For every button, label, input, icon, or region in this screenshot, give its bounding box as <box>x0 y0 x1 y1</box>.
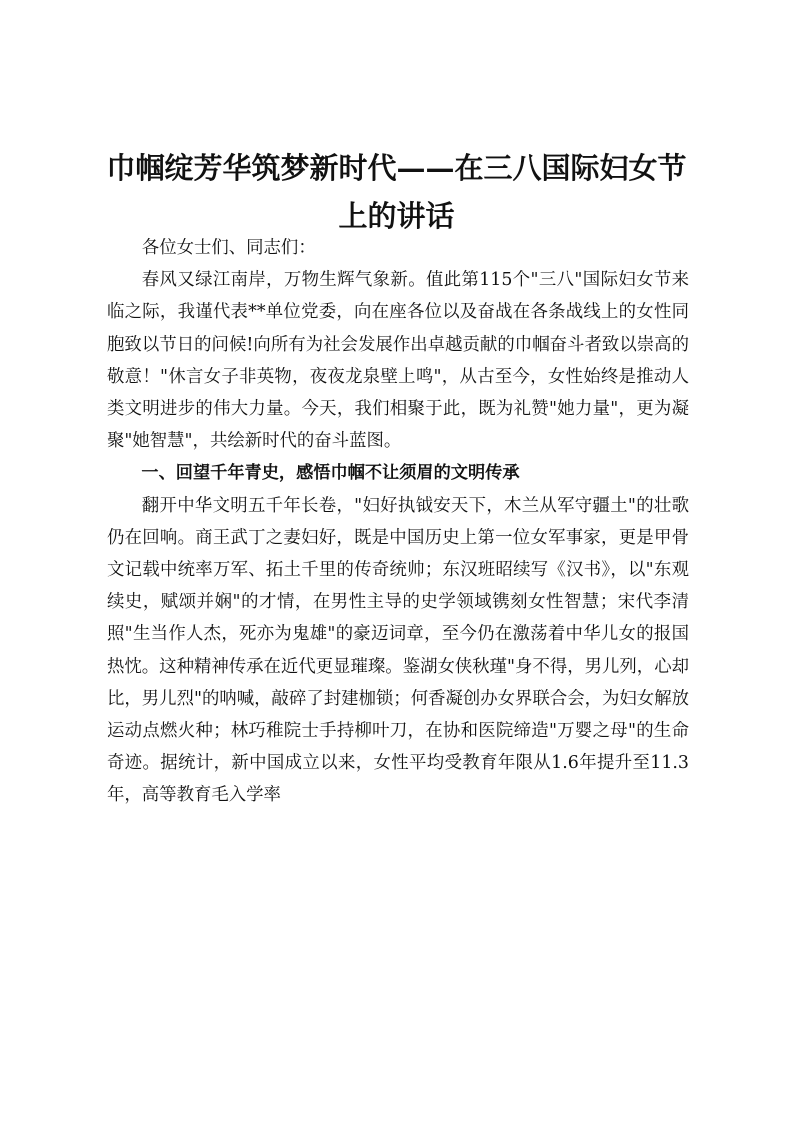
salutation: 各位女士们、同志们： <box>141 238 316 258</box>
document-body <box>107 232 689 812</box>
paragraph: 春风又绿江南岸，万物生辉气象新。值此第115个"三八"国际妇女节来临之际，我谨代表**单位党委，向在座各位以及奋战在各条战线上的女性同胞致以节日的问候!向所有为社会发展作出卓越贡献的巾帼奋斗者致以崇高的敬意！"休言女子非英物，夜夜龙泉壁上鸣"，从古至今，女性始终是推动人类文明进步的伟大力量。今天，我们相聚于此，既为礼赞"她力量"，更为凝聚"她智慧"，共绘新时代的奋斗蓝图。 <box>107 270 689 452</box>
paragraph: 翻开中华文明五千年长卷，"妇好执钺安天下，木兰从军守疆土"的壮歌仍在回响。商王武丁之妻妇好，既是中国历史上第一位女军事家，更是甲骨文记载中统率万军、拓土千里的传奇统帅；东汉班昭续写《汉书》，以"东观续史，赋颂并娴"的才情，在男性主导的史学领域镌刻女性智慧；宋代李清照"生当作人杰，死亦为鬼雄"的豪迈词章，至今仍在激荡着中华儿女的报国热忱。这种精神传承在近代更显璀璨。鉴湖女侠秋瑾"身不得，男儿列，心却比，男儿烈"的呐喊，敲碎了封建枷锁；何香凝创办女界联合会，为妇女解放运动点燃火种；林巧稚院士手持柳叶刀，在协和医院缔造"万婴之母"的生命奇迹。据统计，新中国成立以来，女性平均受教育年限从1.6年提升至11.3年，高等教育毛入学率 <box>107 495 689 806</box>
document-title: 巾帼绽芳华筑梦新时代——在三八国际妇女节上的讲话 <box>106 151 687 233</box>
section-heading: 一、回望千年青史，感悟巾帼不让须眉的文明传承 <box>141 463 520 484</box>
